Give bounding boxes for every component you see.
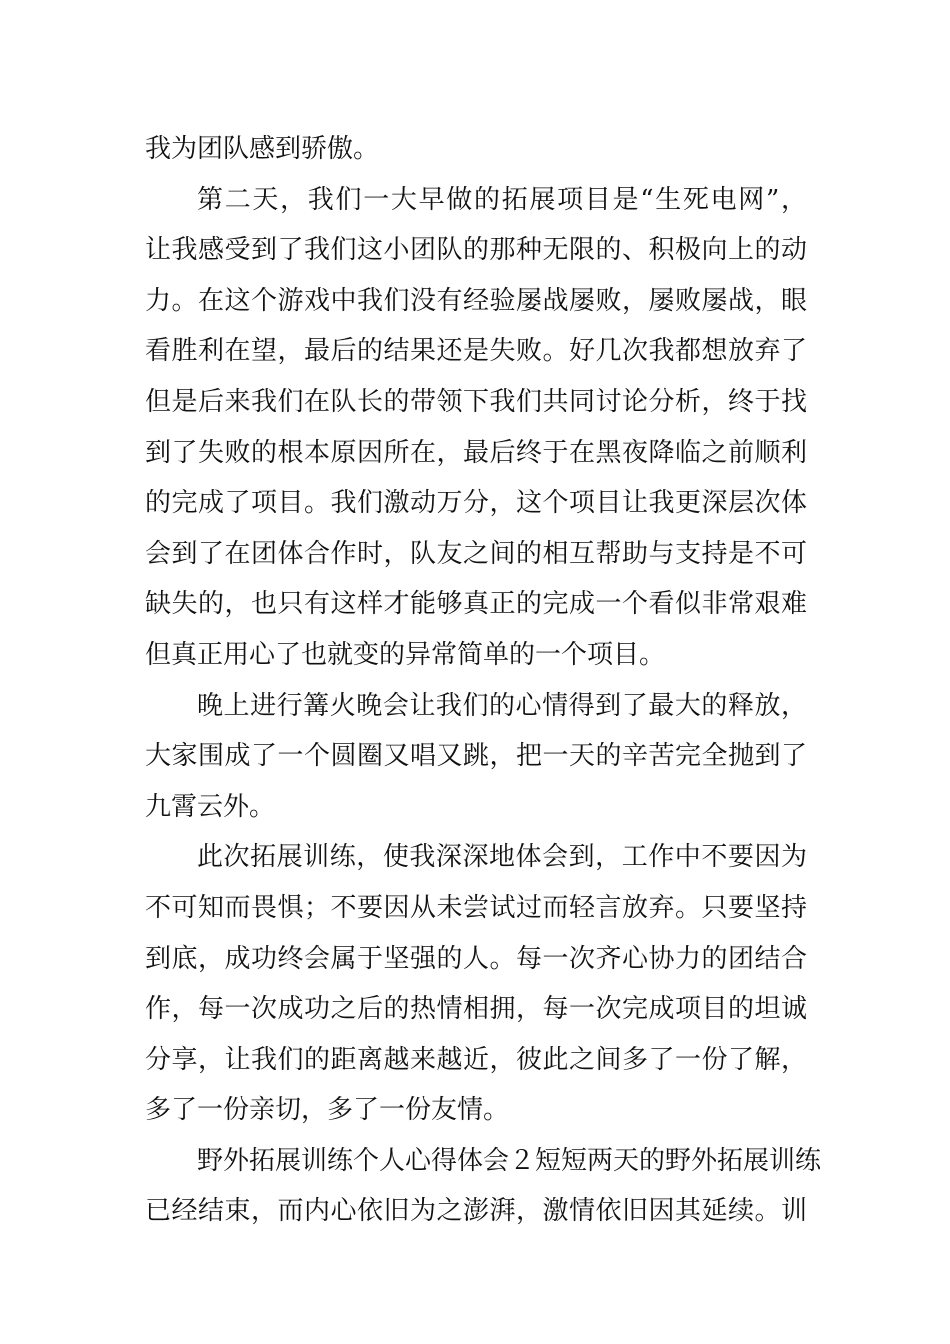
text-line: 晚上进行篝火晚会让我们的心情得到了最大的释放， — [197, 690, 807, 721]
text-line: 不可知而畏惧；不要因从未尝试过而轻言放弃。只要坚持 — [145, 892, 807, 923]
text-line: 力。在这个游戏中我们没有经验屡战屡败，屡败屡战，眼 — [145, 285, 807, 316]
text-line: 但是后来我们在队长的带领下我们共同讨论分析，终于找 — [145, 386, 807, 417]
text-line: 到底，成功终会属于坚强的人。每一次齐心协力的团结合 — [145, 943, 807, 974]
text-line: 让我感受到了我们这小团队的那种无限的、积极向上的动 — [145, 235, 807, 266]
text-line: 看胜利在望，最后的结果还是失败。好几次我都想放弃了 — [145, 336, 807, 367]
text-line: 九霄云外。 — [145, 791, 276, 822]
text-line: 我为团队感到骄傲。 — [145, 134, 380, 164]
text-line: 大家围成了一个圆圈又唱又跳，把一天的辛苦完全抛到了 — [145, 741, 807, 772]
text-line: 此次拓展训练，使我深深地体会到，工作中不要因为 — [197, 842, 807, 873]
text-line: 多了一份亲切，多了一份友情。 — [145, 1095, 510, 1126]
text-line: 作，每一次成功之后的热情相拥，每一次完成项目的坦诚 — [145, 994, 807, 1025]
text-line: 已经结束，而内心依旧为之澎湃，激情依旧因其延续。训 — [145, 1196, 807, 1227]
body-text — [145, 124, 822, 1237]
text-line: 会到了在团体合作时，队友之间的相互帮助与支持是不可 — [145, 538, 807, 569]
text-line: 但真正用心了也就变的异常简单的一个项目。 — [145, 639, 666, 670]
text-line: 缺失的，也只有这样才能够真正的完成一个看似非常艰难 — [145, 589, 807, 620]
text-line: 野外拓展训练个人心得体会２短短两天的野外拓展训练 — [197, 1145, 822, 1176]
text-line: 的完成了项目。我们激动万分，这个项目让我更深层次体 — [145, 488, 807, 519]
text-line: 分享，让我们的距离越来越近，彼此之间多了一份了解， — [145, 1044, 807, 1075]
text-line: 到了失败的根本原因所在，最后终于在黑夜降临之前顺利 — [145, 437, 807, 468]
text-line: 第二天，我们一大早做的拓展项目是“生死电网”， — [197, 184, 807, 215]
